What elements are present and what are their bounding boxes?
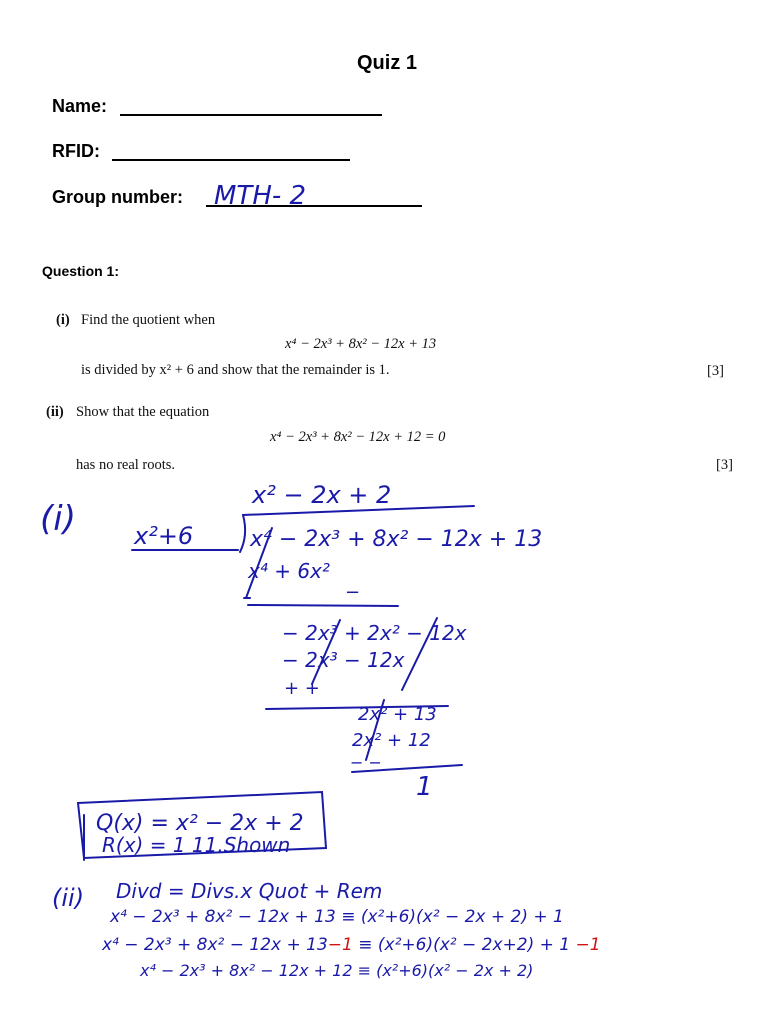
division-row-3: − 2x³ − 12x <box>282 648 405 672</box>
division-row-5-signs: − − <box>350 753 382 772</box>
division-row-4: 2x² + 13 <box>358 704 437 725</box>
part-ii-marks: [3] <box>716 457 733 473</box>
part-ii-handwritten-label: (ii) <box>52 884 85 912</box>
part-i-number: (i) <box>56 312 70 328</box>
working-line-2: x⁴ − 2x³ + 8x² − 12x + 13 ≡ (x²+6)(x² − 2x + 2) + 1 <box>110 907 564 927</box>
part-i-marks: [3] <box>707 363 724 379</box>
division-row-5: 2x² + 12 <box>352 730 431 751</box>
divisor: x²+6 <box>134 522 194 550</box>
subtract-row-1: x⁴ + 6x² <box>248 559 330 583</box>
working-line-1: Divd = Divs.x Quot + Rem <box>116 879 383 903</box>
group-number-handwritten: MTH- 2 <box>214 181 307 211</box>
remainder: 1 <box>416 772 433 802</box>
division-line-1 <box>248 605 398 606</box>
dividend: x⁴ − 2x³ + 8x² − 12x + 13 <box>250 527 543 552</box>
rfid-label: RFID: <box>52 141 100 161</box>
question-heading: Question 1: <box>42 263 120 279</box>
part-ii-text: Show that the equation <box>76 404 210 420</box>
division-bracket <box>240 515 245 552</box>
subtract-sign-1: − <box>345 582 361 603</box>
group-label: Group number: <box>52 187 183 207</box>
answer-quotient: Q(x) = x² − 2x + 2 <box>96 811 304 836</box>
part-i-handwritten-label: (i) <box>40 499 76 539</box>
part-ii-text2: has no real roots. <box>76 457 176 473</box>
part-ii-expression: x⁴ − 2x³ + 8x² − 12x + 12 = 0 <box>270 429 446 445</box>
answer-remainder: R(x) = 1 11.Shown <box>102 833 291 857</box>
part-i-text: Find the quotient when <box>81 312 216 328</box>
part-ii-number: (ii) <box>46 404 64 420</box>
part-i-text2: is divided by x² + 6 and show that the remainder is 1. <box>81 362 390 378</box>
working-line-4: x⁴ − 2x³ + 8x² − 12x + 12 ≡ (x²+6)(x² − 2x + 2) <box>140 961 534 980</box>
division-row-3-signs: + + <box>284 678 320 699</box>
quotient: x² − 2x + 2 <box>252 481 392 509</box>
name-label: Name: <box>52 96 108 116</box>
part-i-expression: x⁴ − 2x³ + 8x² − 12x + 13 <box>285 336 437 352</box>
working-line-3: x⁴ − 2x³ + 8x² − 12x + 13−1 ≡ (x²+6)(x² − 2x+2) + 1 −1 <box>102 935 601 955</box>
page-title: Quiz 1 <box>356 52 417 74</box>
division-row-2: − 2x³ + 2x² − 12x <box>282 621 467 645</box>
